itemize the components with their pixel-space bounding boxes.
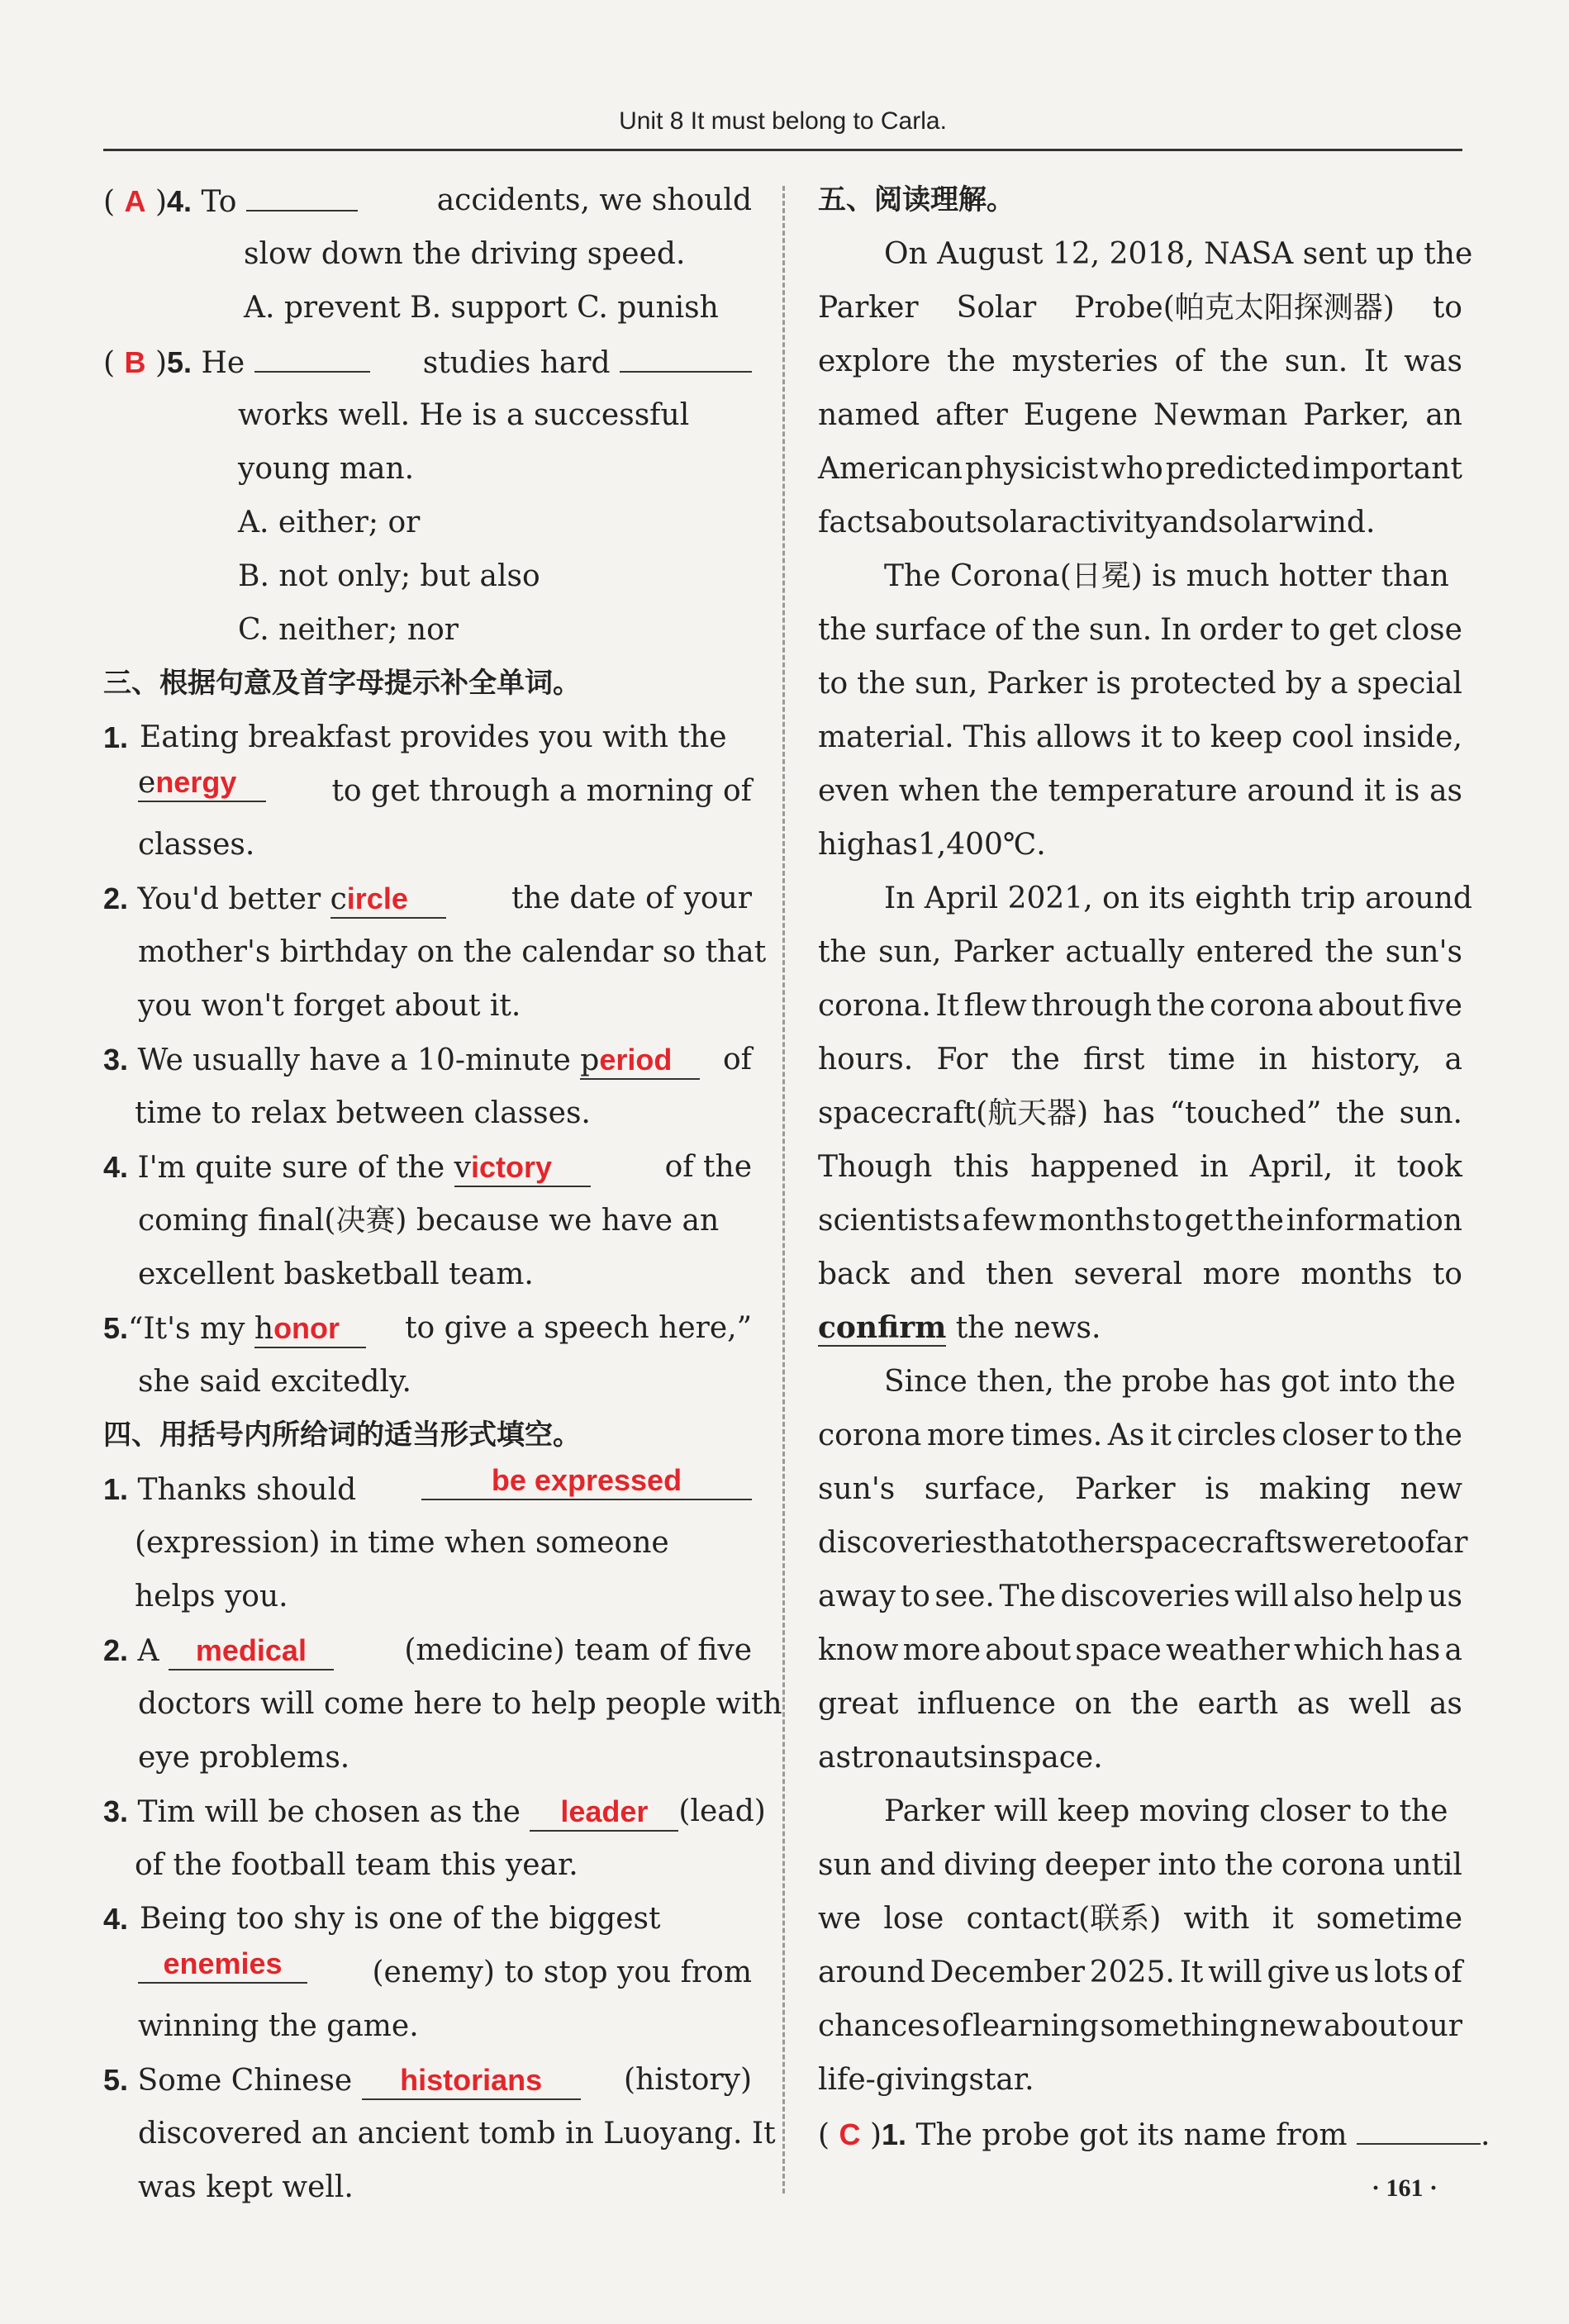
passage-line: the sun, Parker actually entered the sun's	[818, 935, 1462, 969]
passage-line: spacecraft(航天器) has “touched” the sun.	[818, 1096, 1462, 1130]
passage-line: know more about space weather which has a	[818, 1633, 1462, 1667]
answer-blank: energy	[138, 764, 266, 802]
page-header: Unit 8 It must belong to Carla.	[619, 107, 947, 135]
passage-line: corona. It flew through the corona about five	[818, 989, 1462, 1023]
passage-line: discoveries that other spacecrafts were too far	[818, 1526, 1468, 1560]
answer-blank: period	[580, 1042, 700, 1080]
passage-line: material. This allows it to keep cool inside,	[818, 720, 1462, 754]
page-number: · 161 ·	[1372, 2174, 1438, 2202]
section4-title: 四、用括号内所给词的适当形式填空。	[103, 1419, 581, 1452]
passage-line: Since then, the probe has got into the	[884, 1365, 1456, 1399]
answer-mark: A	[124, 184, 146, 218]
answer-blank: enemies	[138, 1946, 307, 1984]
passage-line: back and then several more months to	[818, 1257, 1462, 1291]
passage-line: we lose contact(联系) with it sometime	[818, 1902, 1462, 1936]
passage-line: hours. For the first time in history, a	[818, 1043, 1462, 1076]
passage-line: Parker Solar Probe(帕克太阳探测器) to	[818, 291, 1462, 325]
passage-line: The Corona(日冕) is much hotter than	[884, 559, 1449, 593]
passage-line: sun's surface, Parker is making new	[818, 1472, 1462, 1506]
passage-line: chances of learning something new about our	[818, 2009, 1462, 2043]
answer-blank	[246, 173, 358, 211]
left-column: ( A )4. To accidents, we should slow down the driving speed. A. prevent B. support C. punish ( B )5. He studies hard works well. He is a successful young man. A. either; or B. not only; but also C. neither; nor 三、根据句意及首字母提示补全单词。 1. Eating breakfast provides you with the energy to get through a morning of classes. 2. You'd better circle the date of your mother's birthday on the calendar so that you won't forget about it. 3. We usually have a 10-minute period of time to relax between classes. 4. I'm quite sure of the victory of the coming final(决赛) because we have an excellent basketball team. 5.“It's my honor to give a speech here,” she said excitedly. 四、用括号内所给词的适当形式填空。 1. Thanks should be expressed (expression) in time when someone helps you. 2. A medical (medicine) team of five doctors will come here to help people with eye problems. 3. Tim will be chosen as the leader (lead) of the football team this year. 4. Being too shy is one of the biggest enemies (enemy) to stop you from winning the game. 5. Some Chinese historians (history) discovered an ancient tomb in Luoyang. It was kept well.	[103, 173, 752, 2214]
answer-blank: honor	[254, 1310, 366, 1348]
answer-blank: historians	[362, 2062, 581, 2100]
mc-q4-line1: ( A )4. To accidents, we should	[103, 173, 752, 227]
answer-blank: be expressed	[421, 1462, 752, 1500]
section5-title: 五、阅读理解。	[818, 183, 1015, 216]
passage-line: even when the temperature around it is as	[818, 774, 1462, 808]
passage-line: away to see. The discoveries will also help us	[818, 1580, 1462, 1613]
answer-blank: medical	[169, 1633, 334, 1671]
answer-blank: leader	[530, 1794, 678, 1832]
passage-line: to the sun, Parker is protected by a special	[818, 667, 1462, 701]
passage-line: scientists a few months to get the information	[818, 1204, 1462, 1238]
section3-title: 三、根据句意及首字母提示补全单词。	[103, 667, 581, 700]
passage-line: highas1,400℃.	[818, 828, 1046, 862]
passage-line: factsaboutsolaractivityandsolarwind.	[818, 506, 1376, 539]
passage-line: In April 2021, on its eighth trip around	[884, 882, 1472, 915]
answer-blank: circle	[330, 881, 446, 919]
header-rule	[103, 149, 1462, 151]
passage-line: life-givingstar.	[818, 2063, 1034, 2097]
passage-line: American physicist who predicted important	[818, 452, 1462, 486]
passage-line: great influence on the earth as well as	[818, 1687, 1462, 1721]
passage-line: corona more times. As it circles closer to the	[818, 1419, 1462, 1452]
mc-q4-options: A. prevent B. support C. punish	[244, 291, 719, 325]
column-divider	[782, 186, 785, 2193]
mc-q5-line1: ( B )5. He studies hard	[103, 335, 752, 388]
answer-blank: victory	[454, 1149, 591, 1187]
passage-line: astronautsinspace.	[818, 1741, 1103, 1775]
answer-blank	[620, 335, 752, 373]
reading-q1: ( C )1. The probe got its name from .	[818, 2107, 1462, 2160]
passage-line: Parker will keep moving closer to the	[884, 1794, 1448, 1828]
right-column	[818, 173, 1491, 2160]
reading-passage-continued	[818, 1355, 1468, 2107]
passage-line: named after Eugene Newman Parker, an	[818, 398, 1462, 432]
passage-line: Though this happened in April, it took	[818, 1150, 1462, 1184]
passage-line: On August 12, 2018, NASA sent up the	[884, 237, 1473, 271]
reading-passage	[818, 227, 1473, 1301]
passage-line: the surface of the sun. In order to get close	[818, 613, 1462, 647]
passage-line: sun and diving deeper into the corona until	[818, 1848, 1462, 1882]
passage-line: explore the mysteries of the sun. It was	[818, 345, 1462, 378]
highlighted-word: confirm	[818, 1310, 947, 1345]
passage-line: around December 2025. It will give us lots of	[818, 1956, 1462, 1989]
answer-blank	[1357, 2107, 1481, 2145]
answer-mark: B	[124, 345, 146, 379]
passage-confirm-line: confirm the news.	[818, 1310, 1101, 1345]
answer-mark: C	[839, 2117, 861, 2151]
answer-blank	[254, 335, 370, 373]
